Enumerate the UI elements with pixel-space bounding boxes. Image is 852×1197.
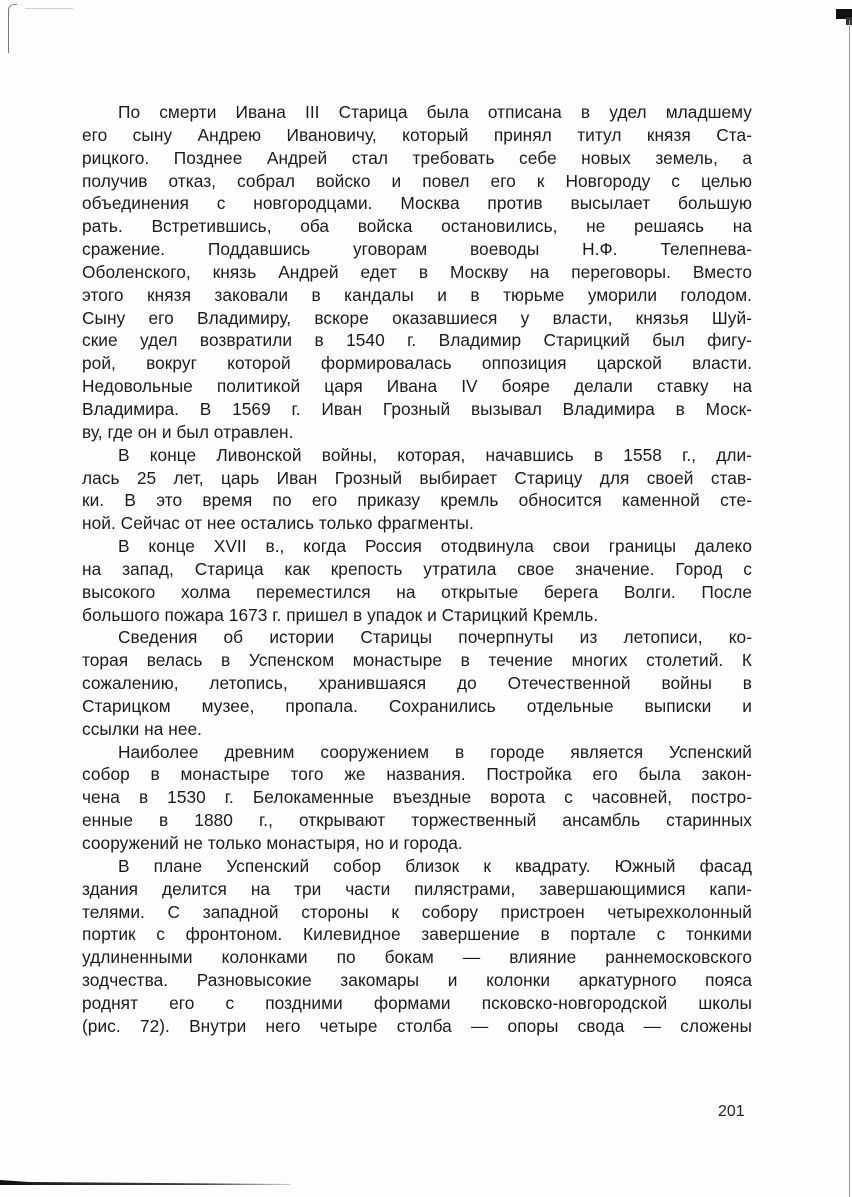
text-line: чена в 1530 г. Белокаменные въездные ворота с часовней, постро- — [82, 787, 752, 808]
scan-corner-artifact — [8, 4, 17, 53]
text-line: Сыну его Владимиру, вскоре оказавшиеся у власти, князья Шуй- — [82, 307, 752, 328]
text-line: Наиболее древним сооружением в городе является Успенский — [118, 741, 752, 762]
text-line: здания делится на три части пилястрами, завершающимися капи- — [82, 878, 752, 899]
text-line: рать. Встретившись, оба войска остановились, не решаясь на — [82, 216, 752, 237]
text-line: большого пожара 1673 г. пришел в упадок и Старицкий Кремль. — [82, 604, 599, 625]
text-line: портик с фронтоном. Килевидное завершение в портале с тонкими — [82, 924, 752, 945]
text-line: В конце Ливонской войны, которая, начавшись в 1558 г., дли- — [118, 444, 752, 465]
text-line: лась 25 лет, царь Иван Грозный выбирает Старицу для своей став- — [82, 467, 752, 488]
paragraph — [82, 535, 752, 626]
text-line: удлиненными колонками по бокам — влияние раннемосковского — [82, 947, 752, 968]
text-line: Владимира. В 1569 г. Иван Грозный вызывал Владимира в Моск- — [82, 398, 752, 419]
paragraph — [82, 444, 752, 535]
text-line: енные в 1880 г., открывают торжественный ансамбль старинных — [82, 810, 752, 831]
scan-edge-artifact — [25, 8, 73, 9]
text-line: высокого холма переместился на открытые берега Волги. После — [82, 581, 752, 602]
text-line: рицкого. Позднее Андрей стал требовать себе новых земель, а — [82, 147, 752, 168]
text-line: ские удел возвратили в 1540 г. Владимир Старицкий был фигу- — [82, 330, 752, 351]
text-line: В плане Успенский собор близок к квадрату. Южный фасад — [118, 855, 752, 876]
text-line: Сведения об истории Старицы почерпнуты из летописи, ко- — [118, 627, 752, 648]
text-line: роднят его с поздними формами псковско-новгородской школы — [82, 992, 752, 1013]
text-line: Недовольные политикой царя Ивана IV бояре делали ставку на — [82, 376, 752, 397]
text-line: его сыну Андрею Ивановичу, который принял титул князя Ста- — [82, 124, 752, 145]
paragraph — [82, 626, 752, 740]
text-line: сражение. Поддавшись уговорам воеводы Н.Ф. Телепнева- — [82, 239, 752, 260]
text-line: этого князя заковали в кандалы и в тюрьме уморили голодом. — [82, 284, 752, 305]
text-line: В конце XVII в., когда Россия отодвинула свои границы далеко — [118, 536, 752, 557]
text-line: ву, где он и был отравлен. — [82, 421, 294, 442]
text-line: на запад, Старица как крепость утратила свое значение. Город с — [82, 558, 752, 579]
text-line: По смерти Ивана III Старица была отписана в удел младшему — [118, 102, 752, 122]
text-line: рой, вокруг которой формировалась оппозиция царской власти. — [82, 353, 752, 374]
body-text — [82, 101, 752, 1038]
text-line: зодчества. Разновысокие закомары и колонки аркатурного пояса — [82, 970, 752, 991]
text-line: Старицком музее, пропала. Сохранились отдельные выписки и — [82, 695, 752, 716]
scan-page-edge — [849, 20, 850, 1197]
text-line: ной. Сейчас от нее остались только фрагменты. — [82, 513, 474, 534]
text-line: сооружений не только монастыря, но и города. — [82, 833, 463, 853]
scan-page-edge — [0, 1180, 290, 1185]
text-line: объединения с новгородцами. Москва против высылает большую — [82, 193, 752, 214]
text-line: телями. С западной стороны к собору пристроен четырехколонный — [82, 901, 752, 922]
text-line: сожалению, летопись, хранившаяся до Отечественной войны в — [82, 673, 752, 694]
text-line: Оболенского, князь Андрей едет в Москву на переговоры. Вместо — [82, 261, 752, 282]
paragraph — [82, 101, 752, 444]
text-line: получив отказ, собрал войско и повел его к Новгороду с целью — [82, 170, 752, 191]
page-number: 201 — [718, 1103, 745, 1120]
text-line: собор в монастыре того же названия. Постройка его была закон- — [82, 764, 752, 785]
text-line: ссылки на нее. — [82, 718, 203, 739]
paragraph — [82, 855, 752, 1038]
text-line: ки. В это время по его приказу кремль обносится каменной сте- — [82, 490, 752, 511]
text-line: (рис. 72). Внутри него четыре столба — опоры свода — сложены — [82, 1015, 752, 1036]
text-line: торая велась в Успенском монастыре в течение многих столетий. К — [82, 650, 752, 671]
paragraph — [82, 741, 752, 855]
